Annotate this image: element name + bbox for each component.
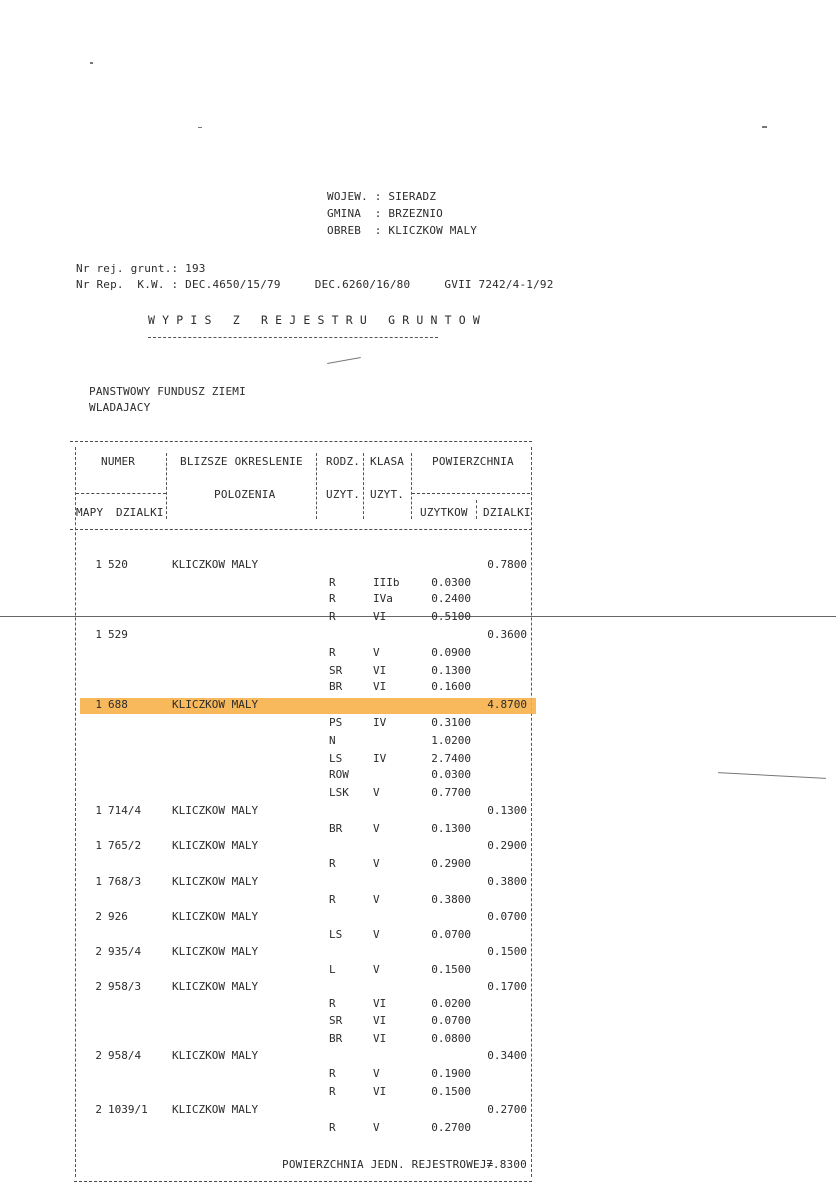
cell-rodz: L <box>329 963 336 976</box>
cell-mapa: 2 <box>95 1049 102 1062</box>
cell-dzialka: 768/3 <box>108 875 142 888</box>
cell-klasa: IV <box>373 752 387 765</box>
cell-dzialka: 688 <box>108 698 128 711</box>
cell-uzytkow: 0.1500 <box>431 1085 471 1098</box>
cell-klasa: V <box>373 928 380 941</box>
cell-uzytkow: 0.1300 <box>431 664 471 677</box>
cell-uzytkow: 0.7700 <box>431 786 471 799</box>
cell-mapa: 1 <box>95 875 102 888</box>
nr-rep-kw: Nr Rep. K.W. : DEC.4650/15/79 DEC.6260/16/80 GVII 7242/4-1/92 <box>76 278 554 291</box>
cell-uzytkow: 0.1500 <box>431 963 471 976</box>
cell-uzytkow: 0.0200 <box>431 997 471 1010</box>
cell-mapa: 2 <box>95 1103 102 1116</box>
col-sep-uzytkow <box>476 500 477 519</box>
cell-dzialki: 0.7800 <box>487 558 527 571</box>
header-gmina: GMINA : BRZEZNIO <box>327 207 443 220</box>
cell-mapa: 2 <box>95 945 102 958</box>
cell-rodz: ROW <box>329 768 349 781</box>
cell-dzialka: 958/4 <box>108 1049 142 1062</box>
cell-miejsce: KLICZKOW MALY <box>172 839 259 852</box>
owner-role: WLADAJACY <box>89 401 151 414</box>
head-uzyt1: UZYT. <box>326 488 361 501</box>
cell-klasa: V <box>373 786 380 799</box>
cell-dzialki: 0.2700 <box>487 1103 527 1116</box>
cell-klasa: IVa <box>373 592 393 605</box>
cell-dzialki: 0.1700 <box>487 980 527 993</box>
col-sep-rodz <box>363 453 364 519</box>
cell-uzytkow: 2.7400 <box>431 752 471 765</box>
head-powierzchnia: POWIERZCHNIA <box>432 455 514 468</box>
cell-dzialka: 714/4 <box>108 804 142 817</box>
cell-miejsce: KLICZKOW MALY <box>172 910 259 923</box>
total-label: POWIERZCHNIA JEDN. REJESTROWEJ= <box>282 1158 494 1171</box>
cell-uzytkow: 0.0300 <box>431 576 471 589</box>
nr-rej-grunt: Nr rej. grunt.: 193 <box>76 262 206 275</box>
head-numer: NUMER <box>101 455 136 468</box>
document-title: WYPIS Z REJESTRU GRUNTOW <box>148 313 487 327</box>
total-value: 7.8300 <box>486 1158 527 1171</box>
head-blizsze: BLIZSZE OKRESLENIE <box>180 455 303 468</box>
cell-rodz: R <box>329 997 336 1010</box>
cell-uzytkow: 0.2700 <box>431 1121 471 1134</box>
cell-klasa: V <box>373 1121 380 1134</box>
cell-rodz: N <box>329 734 336 747</box>
cell-rodz: LSK <box>329 786 349 799</box>
cell-klasa: V <box>373 857 380 870</box>
cell-rodz: R <box>329 1067 336 1080</box>
cell-mapa: 2 <box>95 910 102 923</box>
cell-klasa: VI <box>373 664 387 677</box>
head-subrule-pow <box>412 493 530 494</box>
cell-dzialki: 0.3600 <box>487 628 527 641</box>
cell-klasa: V <box>373 822 380 835</box>
cell-mapa: 1 <box>95 839 102 852</box>
cell-klasa: V <box>373 963 380 976</box>
table-top-rule <box>70 441 532 442</box>
title-underline <box>148 337 438 338</box>
cell-miejsce: KLICZKOW MALY <box>172 1103 259 1116</box>
cell-miejsce: KLICZKOW MALY <box>172 1049 259 1062</box>
cell-rodz: SR <box>329 664 343 677</box>
cell-miejsce: KLICZKOW MALY <box>172 804 259 817</box>
cell-rodz: LS <box>329 928 343 941</box>
scan-speck <box>198 127 202 128</box>
table-right-border <box>531 447 532 1177</box>
cell-klasa: VI <box>373 1032 387 1045</box>
cell-miejsce: KLICZKOW MALY <box>172 698 259 711</box>
cell-rodz: BR <box>329 822 343 835</box>
cell-dzialka: 926 <box>108 910 128 923</box>
cell-uzytkow: 0.3800 <box>431 893 471 906</box>
header-wojew: WOJEW. : SIERADZ <box>327 190 437 203</box>
cell-uzytkow: 0.0700 <box>431 928 471 941</box>
cell-miejsce: KLICZKOW MALY <box>172 558 259 571</box>
cell-dzialka: 1039/1 <box>108 1103 148 1116</box>
scan-speck <box>718 772 826 779</box>
owner-name: PANSTWOWY FUNDUSZ ZIEMI <box>89 385 246 398</box>
col-sep-numer <box>166 453 167 519</box>
head-dzialki: DZIALKI <box>116 506 164 519</box>
cell-rodz: R <box>329 646 336 659</box>
cell-klasa: IIIb <box>373 576 400 589</box>
cell-dzialka: 935/4 <box>108 945 142 958</box>
cell-uzytkow: 0.0300 <box>431 768 471 781</box>
scan-crossline <box>0 616 836 617</box>
head-uzyt2: UZYT. <box>370 488 405 501</box>
cell-uzytkow: 0.2900 <box>431 857 471 870</box>
cell-mapa: 1 <box>95 558 102 571</box>
cell-uzytkow: 0.0800 <box>431 1032 471 1045</box>
cell-klasa: VI <box>373 1085 387 1098</box>
cell-uzytkow: 0.3100 <box>431 716 471 729</box>
col-sep-blizsze <box>316 453 317 519</box>
cell-klasa: VI <box>373 1014 387 1027</box>
table-bottom-rule <box>74 1181 532 1182</box>
cell-rodz: R <box>329 1121 336 1134</box>
cell-rodz: R <box>329 610 336 623</box>
cell-uzytkow: 0.2400 <box>431 592 471 605</box>
cell-rodz: LS <box>329 752 343 765</box>
cell-dzialki: 4.8700 <box>487 698 527 711</box>
scan-speck <box>762 126 767 128</box>
cell-uzytkow: 0.1300 <box>431 822 471 835</box>
scan-speck <box>90 62 93 64</box>
col-sep-klasa <box>411 453 412 519</box>
cell-klasa: V <box>373 646 380 659</box>
scan-speck <box>327 357 361 364</box>
head-polozenia: POLOZENIA <box>214 488 276 501</box>
head-rodz: RODZ. <box>326 455 361 468</box>
head-uzytkow: UZYTKOW <box>420 506 468 519</box>
cell-dzialka: 520 <box>108 558 128 571</box>
cell-rodz: R <box>329 592 336 605</box>
cell-mapa: 1 <box>95 804 102 817</box>
cell-mapa: 1 <box>95 628 102 641</box>
cell-rodz: BR <box>329 680 343 693</box>
cell-dzialki: 0.3800 <box>487 875 527 888</box>
cell-rodz: R <box>329 893 336 906</box>
cell-rodz: PS <box>329 716 343 729</box>
cell-uzytkow: 0.1900 <box>431 1067 471 1080</box>
cell-klasa: V <box>373 1067 380 1080</box>
cell-rodz: SR <box>329 1014 343 1027</box>
cell-klasa: VI <box>373 680 387 693</box>
cell-klasa: VI <box>373 997 387 1010</box>
head-dzialki2: DZIALKI <box>483 506 531 519</box>
cell-miejsce: KLICZKOW MALY <box>172 945 259 958</box>
cell-klasa: IV <box>373 716 387 729</box>
header-obreb: OBREB : KLICZKOW MALY <box>327 224 478 237</box>
cell-rodz: R <box>329 1085 336 1098</box>
head-mapy: MAPY <box>76 506 104 519</box>
cell-dzialki: 0.1300 <box>487 804 527 817</box>
cell-dzialki: 0.0700 <box>487 910 527 923</box>
cell-rodz: R <box>329 857 336 870</box>
cell-klasa: VI <box>373 610 387 623</box>
head-klasa: KLASA <box>370 455 405 468</box>
cell-dzialka: 958/3 <box>108 980 142 993</box>
cell-miejsce: KLICZKOW MALY <box>172 875 259 888</box>
cell-dzialki: 0.1500 <box>487 945 527 958</box>
cell-rodz: BR <box>329 1032 343 1045</box>
cell-uzytkow: 0.1600 <box>431 680 471 693</box>
cell-uzytkow: 0.5100 <box>431 610 471 623</box>
cell-uzytkow: 0.0900 <box>431 646 471 659</box>
cell-uzytkow: 1.0200 <box>431 734 471 747</box>
cell-dzialki: 0.3400 <box>487 1049 527 1062</box>
cell-uzytkow: 0.0700 <box>431 1014 471 1027</box>
cell-miejsce: KLICZKOW MALY <box>172 980 259 993</box>
cell-dzialki: 0.2900 <box>487 839 527 852</box>
table-left-border <box>75 447 76 1177</box>
cell-mapa: 1 <box>95 698 102 711</box>
cell-klasa: V <box>373 893 380 906</box>
table-head-rule <box>70 529 532 530</box>
cell-dzialka: 765/2 <box>108 839 142 852</box>
head-subrule-numer <box>76 493 166 494</box>
cell-dzialka: 529 <box>108 628 128 641</box>
cell-mapa: 2 <box>95 980 102 993</box>
cell-rodz: R <box>329 576 336 589</box>
